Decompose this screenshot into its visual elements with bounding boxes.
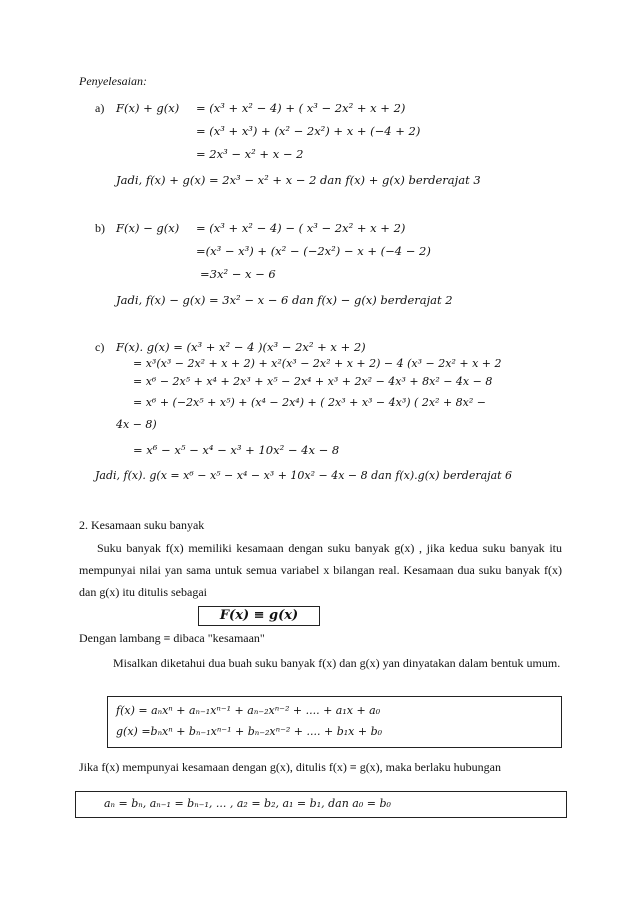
section-title: 2. Kesamaan suku banyak (79, 518, 205, 532)
g-general-form: g(x) =bₙxⁿ + bₙ₋₁xⁿ⁻¹ + bₙ₋₂xⁿ⁻² + .... + b₁x + b₀ (116, 725, 383, 738)
part-b-conclusion: Jadi, f(x) − g(x) = 3x² − x − 6 dan f(x) − g(x) berderajat 2 (116, 293, 453, 307)
part-c-line6: = x⁶ − x⁵ − x⁴ − x³ + 10x² − 4x − 8 (133, 443, 340, 457)
part-b-label: b) (95, 221, 105, 235)
part-c-line2: = x³(x³ − 2x² + x + 2) + x²(x³ − 2x² + x + 2) − 4 (x³ − 2x² + x + 2 (133, 357, 502, 370)
part-a-conclusion: Jadi, f(x) + g(x) = 2x³ − x² + x − 2 dan f(x) + g(x) berderajat 3 (116, 173, 481, 187)
part-a-label: a) (95, 101, 105, 115)
coefficient-relation-box (75, 791, 567, 818)
page-heading: Penyelesaian: (79, 74, 147, 88)
part-a-line2: = (x³ + x³) + (x² − 2x²) + x + (−4 + 2) (196, 124, 421, 138)
part-c-line3: = x⁶ − 2x⁵ + x⁴ + 2x³ + x⁵ − 2x⁴ + x³ + 2x² − 4x³ + 8x² − 4x − 8 (133, 375, 493, 388)
part-a-line1: = (x³ + x² − 4) + ( x³ − 2x² + x + 2) (196, 101, 406, 115)
part-c-line4: = x⁶ + (−2x⁵ + x⁵) + (x⁴ − 2x⁴) + ( 2x³ + x³ − 4x³) ( 2x² + 8x² − (133, 396, 486, 409)
part-b-line1: = (x³ + x² − 4) − ( x³ − 2x² + x + 2) (196, 221, 406, 235)
part-a-line3: = 2x³ − x² + x − 2 (196, 147, 304, 161)
f-general-form: f(x) = aₙxⁿ + aₙ₋₁xⁿ⁻¹ + aₙ₋₂xⁿ⁻² + .... + a₁x + a₀ (116, 704, 381, 717)
part-c-line1: F(x). g(x) = (x³ + x² − 4 )(x³ − 2x² + x + 2) (116, 340, 366, 354)
section-paragraph-3: Jika f(x) mempunyai kesamaan dengan g(x), ditulis f(x) ≡ g(x), maka berlaku hubungan (79, 760, 501, 774)
part-a-lhs: F(x) + g(x) (116, 101, 180, 115)
section-paragraph-1: Suku banyak f(x) memiliki kesamaan dengan suku banyak g(x) , jika kedua suku banyak itu mempunyai nilai yan sama untuk semua variabel x bilangan real. Kesamaan dua suku banyak f(x) dan g(x) itu ditulis sebagai (79, 541, 562, 599)
part-b-line3: =3x² − x − 6 (200, 267, 276, 281)
symbol-line: Dengan lambang ≡ dibaca "kesamaan" (79, 631, 265, 645)
section-paragraph-2: Misalkan diketahui dua buah suku banyak f(x) dan g(x) yan dinyatakan dalam bentuk umum. (113, 656, 561, 670)
part-c-label: c) (95, 340, 105, 354)
part-b-lhs: F(x) − g(x) (116, 221, 180, 235)
part-c-line5: 4x − 8) (116, 418, 157, 431)
part-b-line2: =(x³ − x³) + (x² − (−2x²) − x + (−4 − 2) (196, 244, 431, 258)
general-form-box (107, 696, 562, 748)
coefficient-relation: aₙ = bₙ, aₙ₋₁ = bₙ₋₁, ... , a₂ = b₂, a₁ = b₁, dan a₀ = b₀ (104, 797, 391, 810)
identity-box: F(x) ≡ g(x) (198, 606, 320, 626)
part-c-conclusion: Jadi, f(x). g(x = x⁶ − x⁵ − x⁴ − x³ + 10x² − 4x − 8 dan f(x).g(x) berderajat 6 (95, 469, 513, 482)
